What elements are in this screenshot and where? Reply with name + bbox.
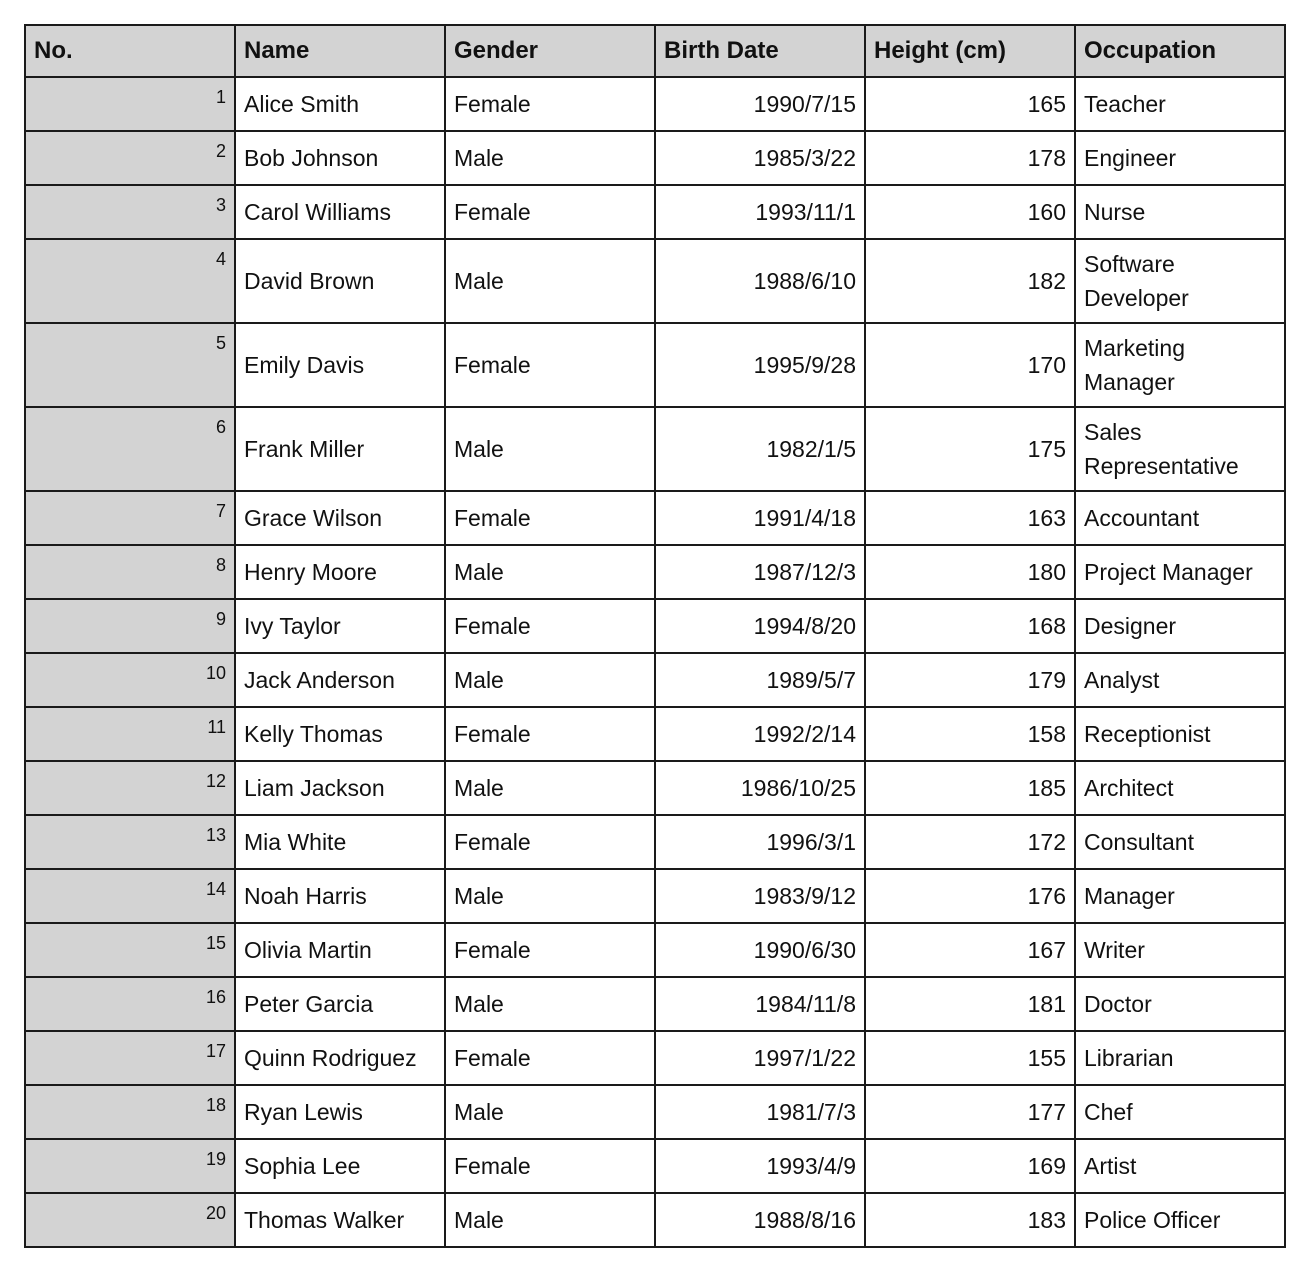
cell-height: 170 bbox=[865, 323, 1075, 407]
cell-birth-date: 1985/3/22 bbox=[655, 131, 865, 185]
cell-gender: Female bbox=[445, 923, 655, 977]
cell-gender: Female bbox=[445, 815, 655, 869]
table-row bbox=[25, 707, 1285, 761]
cell-height: 175 bbox=[865, 407, 1075, 491]
cell-birth-date: 1982/1/5 bbox=[655, 407, 865, 491]
cell-gender: Male bbox=[445, 407, 655, 491]
cell-no: 19 bbox=[25, 1139, 235, 1193]
cell-birth-date: 1986/10/25 bbox=[655, 761, 865, 815]
cell-name: Liam Jackson bbox=[235, 761, 445, 815]
cell-occupation: Marketing Manager bbox=[1075, 323, 1285, 407]
cell-name: Thomas Walker bbox=[235, 1193, 445, 1247]
cell-no: 14 bbox=[25, 869, 235, 923]
table-row bbox=[25, 923, 1285, 977]
cell-occupation: Project Manager bbox=[1075, 545, 1285, 599]
cell-gender: Female bbox=[445, 599, 655, 653]
header-birth-date: Birth Date bbox=[655, 25, 865, 77]
cell-no: 4 bbox=[25, 239, 235, 323]
cell-no: 15 bbox=[25, 923, 235, 977]
cell-birth-date: 1994/8/20 bbox=[655, 599, 865, 653]
cell-no: 2 bbox=[25, 131, 235, 185]
cell-occupation: Engineer bbox=[1075, 131, 1285, 185]
cell-no: 6 bbox=[25, 407, 235, 491]
cell-occupation: Consultant bbox=[1075, 815, 1285, 869]
cell-height: 181 bbox=[865, 977, 1075, 1031]
cell-name: Alice Smith bbox=[235, 77, 445, 131]
cell-occupation: Teacher bbox=[1075, 77, 1285, 131]
cell-occupation: Writer bbox=[1075, 923, 1285, 977]
cell-birth-date: 1988/8/16 bbox=[655, 1193, 865, 1247]
cell-birth-date: 1995/9/28 bbox=[655, 323, 865, 407]
cell-no: 20 bbox=[25, 1193, 235, 1247]
cell-occupation: Analyst bbox=[1075, 653, 1285, 707]
table-row bbox=[25, 323, 1285, 407]
cell-occupation: Artist bbox=[1075, 1139, 1285, 1193]
cell-birth-date: 1989/5/7 bbox=[655, 653, 865, 707]
people-table bbox=[24, 24, 1286, 1248]
cell-gender: Male bbox=[445, 545, 655, 599]
header-gender: Gender bbox=[445, 25, 655, 77]
cell-height: 180 bbox=[865, 545, 1075, 599]
cell-height: 167 bbox=[865, 923, 1075, 977]
cell-height: 185 bbox=[865, 761, 1075, 815]
cell-name: Emily Davis bbox=[235, 323, 445, 407]
cell-birth-date: 1992/2/14 bbox=[655, 707, 865, 761]
table-row bbox=[25, 77, 1285, 131]
cell-no: 10 bbox=[25, 653, 235, 707]
cell-birth-date: 1996/3/1 bbox=[655, 815, 865, 869]
table-row bbox=[25, 185, 1285, 239]
cell-name: Kelly Thomas bbox=[235, 707, 445, 761]
header-name: Name bbox=[235, 25, 445, 77]
cell-no: 8 bbox=[25, 545, 235, 599]
cell-no: 16 bbox=[25, 977, 235, 1031]
cell-name: Sophia Lee bbox=[235, 1139, 445, 1193]
header-occupation: Occupation bbox=[1075, 25, 1285, 77]
cell-gender: Male bbox=[445, 653, 655, 707]
cell-height: 160 bbox=[865, 185, 1075, 239]
cell-name: Henry Moore bbox=[235, 545, 445, 599]
cell-birth-date: 1991/4/18 bbox=[655, 491, 865, 545]
cell-name: Grace Wilson bbox=[235, 491, 445, 545]
cell-occupation: Architect bbox=[1075, 761, 1285, 815]
cell-height: 178 bbox=[865, 131, 1075, 185]
cell-birth-date: 1997/1/22 bbox=[655, 1031, 865, 1085]
cell-gender: Male bbox=[445, 1193, 655, 1247]
table-row bbox=[25, 407, 1285, 491]
cell-height: 169 bbox=[865, 1139, 1075, 1193]
table-row bbox=[25, 1031, 1285, 1085]
cell-height: 163 bbox=[865, 491, 1075, 545]
cell-gender: Female bbox=[445, 323, 655, 407]
cell-height: 165 bbox=[865, 77, 1075, 131]
cell-name: Bob Johnson bbox=[235, 131, 445, 185]
cell-no: 11 bbox=[25, 707, 235, 761]
table-row bbox=[25, 239, 1285, 323]
cell-occupation: Software Developer bbox=[1075, 239, 1285, 323]
cell-name: Frank Miller bbox=[235, 407, 445, 491]
table-row bbox=[25, 977, 1285, 1031]
cell-occupation: Chef bbox=[1075, 1085, 1285, 1139]
cell-occupation: Police Officer bbox=[1075, 1193, 1285, 1247]
cell-gender: Female bbox=[445, 491, 655, 545]
cell-height: 168 bbox=[865, 599, 1075, 653]
cell-occupation: Sales Representative bbox=[1075, 407, 1285, 491]
cell-occupation: Librarian bbox=[1075, 1031, 1285, 1085]
table-row bbox=[25, 653, 1285, 707]
cell-gender: Female bbox=[445, 1031, 655, 1085]
cell-birth-date: 1987/12/3 bbox=[655, 545, 865, 599]
table-row bbox=[25, 815, 1285, 869]
cell-gender: Male bbox=[445, 131, 655, 185]
table-row bbox=[25, 869, 1285, 923]
cell-no: 9 bbox=[25, 599, 235, 653]
table-row bbox=[25, 599, 1285, 653]
cell-name: Noah Harris bbox=[235, 869, 445, 923]
cell-no: 5 bbox=[25, 323, 235, 407]
cell-height: 176 bbox=[865, 869, 1075, 923]
cell-occupation: Nurse bbox=[1075, 185, 1285, 239]
cell-name: Ivy Taylor bbox=[235, 599, 445, 653]
cell-birth-date: 1990/6/30 bbox=[655, 923, 865, 977]
cell-height: 172 bbox=[865, 815, 1075, 869]
cell-birth-date: 1984/11/8 bbox=[655, 977, 865, 1031]
table-body bbox=[25, 77, 1285, 1247]
table-header bbox=[25, 25, 1285, 77]
cell-gender: Female bbox=[445, 707, 655, 761]
cell-height: 155 bbox=[865, 1031, 1075, 1085]
table-row bbox=[25, 131, 1285, 185]
cell-name: Ryan Lewis bbox=[235, 1085, 445, 1139]
cell-birth-date: 1993/11/1 bbox=[655, 185, 865, 239]
cell-birth-date: 1990/7/15 bbox=[655, 77, 865, 131]
cell-no: 7 bbox=[25, 491, 235, 545]
cell-birth-date: 1983/9/12 bbox=[655, 869, 865, 923]
table-row bbox=[25, 545, 1285, 599]
table-row bbox=[25, 1139, 1285, 1193]
cell-occupation: Designer bbox=[1075, 599, 1285, 653]
cell-height: 179 bbox=[865, 653, 1075, 707]
cell-gender: Male bbox=[445, 1085, 655, 1139]
cell-no: 12 bbox=[25, 761, 235, 815]
cell-height: 177 bbox=[865, 1085, 1075, 1139]
table-row bbox=[25, 491, 1285, 545]
header-height: Height (cm) bbox=[865, 25, 1075, 77]
cell-no: 17 bbox=[25, 1031, 235, 1085]
cell-occupation: Manager bbox=[1075, 869, 1285, 923]
cell-gender: Male bbox=[445, 761, 655, 815]
header-row bbox=[25, 25, 1285, 77]
cell-height: 158 bbox=[865, 707, 1075, 761]
header-no: No. bbox=[25, 25, 235, 77]
cell-name: Mia White bbox=[235, 815, 445, 869]
cell-name: Carol Williams bbox=[235, 185, 445, 239]
cell-gender: Male bbox=[445, 239, 655, 323]
cell-name: David Brown bbox=[235, 239, 445, 323]
cell-no: 3 bbox=[25, 185, 235, 239]
cell-birth-date: 1981/7/3 bbox=[655, 1085, 865, 1139]
cell-occupation: Receptionist bbox=[1075, 707, 1285, 761]
cell-birth-date: 1988/6/10 bbox=[655, 239, 865, 323]
cell-gender: Male bbox=[445, 977, 655, 1031]
cell-gender: Female bbox=[445, 185, 655, 239]
cell-no: 1 bbox=[25, 77, 235, 131]
cell-height: 182 bbox=[865, 239, 1075, 323]
cell-occupation: Accountant bbox=[1075, 491, 1285, 545]
cell-no: 18 bbox=[25, 1085, 235, 1139]
cell-gender: Female bbox=[445, 1139, 655, 1193]
cell-name: Jack Anderson bbox=[235, 653, 445, 707]
table-row bbox=[25, 1193, 1285, 1247]
cell-gender: Male bbox=[445, 869, 655, 923]
table-row bbox=[25, 761, 1285, 815]
cell-gender: Female bbox=[445, 77, 655, 131]
cell-no: 13 bbox=[25, 815, 235, 869]
cell-height: 183 bbox=[865, 1193, 1075, 1247]
cell-birth-date: 1993/4/9 bbox=[655, 1139, 865, 1193]
cell-occupation: Doctor bbox=[1075, 977, 1285, 1031]
cell-name: Quinn Rodriguez bbox=[235, 1031, 445, 1085]
cell-name: Peter Garcia bbox=[235, 977, 445, 1031]
table-row bbox=[25, 1085, 1285, 1139]
cell-name: Olivia Martin bbox=[235, 923, 445, 977]
